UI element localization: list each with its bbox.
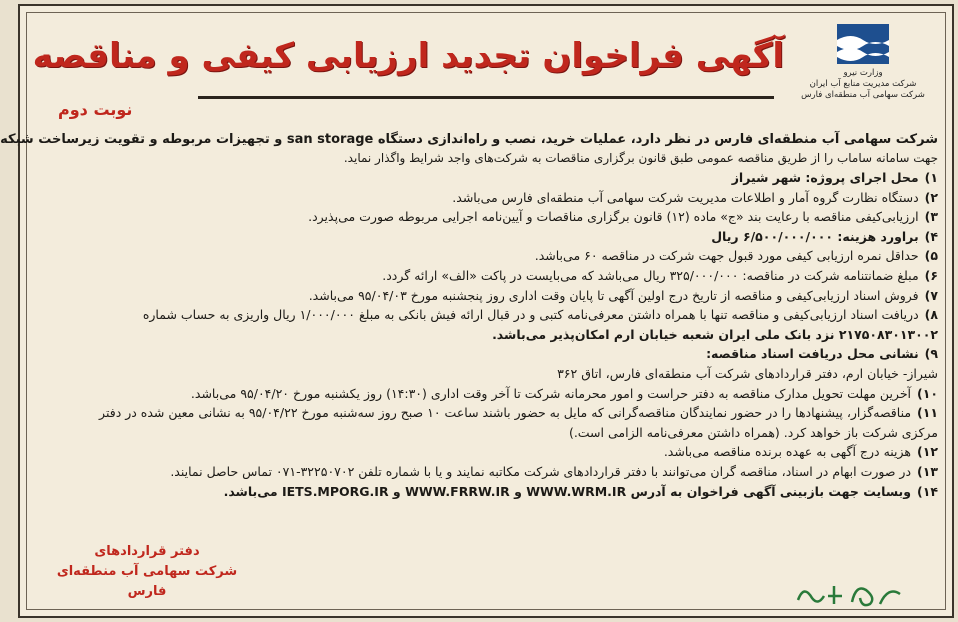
item-number: ۸) [924, 307, 938, 323]
item-text: حداقل نمره ارزیابی کیفی مورد قبول جهت شرکت در مناقصه ۶۰ می‌باشد. [534, 248, 919, 264]
list-item [34, 286, 938, 306]
item-text: مبلغ ضمانتنامه شرکت در مناقصه: ۳۲۵/۰۰۰/۰۰۰ ریال می‌باشد که می‌بایست در پاکت «الف» ارائه گردد. [382, 267, 919, 283]
item-text: دستگاه نظارت گروه آمار و اطلاعات مدیریت شرکت سهامی آب منطقه‌ای فارس می‌باشد. [452, 189, 919, 205]
page-title: آگهی فراخوان تجدید ارزیابی کیفی و مناقصه [32, 36, 784, 76]
item-number: ۱۱) [917, 405, 938, 421]
item-text: دریافت اسناد ارزیابی‌کیفی و مناقصه تنها با همراه داشتن معرفی‌نامه کتبی و در قبال ارائه فیش بانکی به مبلغ ۱/۰۰۰/۰۰۰ ریال واریزی به حساب شماره [142, 307, 919, 323]
header [28, 14, 944, 126]
announcement-body [0, 130, 938, 501]
list-item [34, 168, 938, 188]
round-badge: نوبت دوم [58, 100, 133, 119]
item-number: ۹) [924, 346, 938, 362]
signature-line-2: شرکت سهامی آب منطقه‌ای فارس [56, 564, 238, 599]
list-item-continuation [34, 364, 938, 384]
signature-line-1: دفتر قراردادهای [94, 544, 200, 559]
list-item [34, 482, 938, 502]
organization-logo [788, 22, 938, 122]
item-text: وبسایت جهت بازبینی آگهی فراخوان به آدرس WWW.WRM.IR و WWW.FRRW.IR و IETS.MPORG.IR می‌باشد. [223, 483, 912, 499]
list-item [34, 384, 938, 404]
list-item [34, 442, 938, 462]
list-item [34, 344, 938, 364]
list-item-continuation [34, 325, 938, 345]
item-text: فروش اسناد ارزیابی‌کیفی و مناقصه از تاریخ درج اولین آگهی تا پایان وقت اداری روز پنجشنبه مورخ ۹۵/۰۴/۰۳ می‌باشد. [308, 287, 919, 303]
item-number: ۵) [924, 248, 938, 264]
logo-line-regional: شرکت سهامی آب منطقه‌ای فارس [801, 90, 925, 100]
item-text: شیراز- خیابان ارم، دفتر قراردادهای شرکت آب منطقه‌ای فارس، اتاق ۳۶۲ [557, 365, 938, 381]
item-text: ارزیابی‌کیفی مناقصه با رعایت بند «ج» ماده (۱۲) قانون برگزاری مناقصات و آیین‌نامه اجرایی مربوطه صورت می‌پذیرد. [308, 209, 919, 225]
item-text: آخرین مهلت تحویل مدارک مناقصه به دفتر حراست و امور محرمانه شرکت تا آخر وقت اداری (۱۴:۳۰) روز یکشنبه مورخ ۹۵/۰۴/۲۰ می‌باشد. [190, 385, 912, 401]
advertisement-page [0, 4, 954, 618]
item-number: ۶) [924, 267, 938, 283]
intro-line-1: شرکت سهامی آب منطقه‌ای فارس در نظر دارد، عملیات خرید، نصب و راه‌اندازی دستگاه san storage و تجهیزات مربوطه و تقویت زیرساخت شبکه [0, 132, 938, 147]
item-text: مرکزی شرکت باز خواهد کرد. (همراه داشتن معرفی‌نامه الزامی است.) [568, 424, 938, 440]
item-number: ۷) [924, 287, 938, 303]
item-number: ۱۰) [917, 385, 938, 401]
logo-line-ministry: وزارت نیرو [843, 68, 883, 78]
item-number: ۳) [924, 209, 938, 225]
list-item-continuation [34, 423, 938, 443]
item-text: محل اجرای پروژه: شهر شیراز [731, 170, 919, 185]
item-number: ۱) [924, 170, 938, 185]
item-number: ۲) [924, 189, 938, 205]
water-logo-icon [835, 22, 891, 66]
list-item [34, 462, 938, 482]
item-number: ۱۴) [917, 483, 938, 499]
list-item [34, 403, 938, 423]
list-item [34, 188, 938, 208]
list-item [34, 266, 938, 286]
item-text: در صورت ابهام در اسناد، مناقصه گران می‌توانند با دفتر قراردادهای شرکت مکاتبه نمایند و یا با شماره تلفن ۳۲۲۵۰۷۰۲-۰۷۱ تماس حاصل نمایند. [170, 463, 912, 479]
item-number: ۱۳) [917, 463, 938, 479]
list-item [34, 207, 938, 227]
intro-line-2-text: جهت سامانه ساماب را از طریق مناقصه عمومی طبق قانون برگزاری مناقصات به شرکت‌های واجد شرایط واگذار نماید. [343, 151, 938, 165]
signature-block [42, 542, 252, 602]
item-text: هزینه درج آگهی به عهده برنده مناقصه می‌باشد. [663, 444, 912, 460]
item-number: ۱۲) [917, 444, 938, 460]
list-item [34, 305, 938, 325]
logo-line-company: شرکت مدیریت منابع آب ایران [809, 79, 917, 89]
list-item [34, 227, 938, 247]
item-text: مناقصه‌گزار، پیشنهادها را در حضور نمایندگان مناقصه‌گرانی که مایل به حضور باشند ساعت ۱۰ صبح روز سه‌شنبه مورخ ۹۵/۰۴/۲۲ به نشانی معین شده در دفتر [99, 405, 912, 421]
item-number: ۴) [924, 228, 938, 244]
intro-line-2 [34, 149, 938, 168]
item-text: ۲۱۷۵۰۸۳۰۱۳۰۰۲ نزد بانک ملی ایران شعبه خیابان ارم امکان‌پذیر می‌باشد. [492, 326, 938, 342]
item-text: نشانی محل دریافت اسناد مناقصه: [706, 346, 919, 362]
handwritten-note-icon [790, 576, 910, 612]
item-text: براورد هزینه: ۶/۵۰۰/۰۰۰/۰۰۰ ریال [711, 228, 919, 244]
title-divider [198, 96, 774, 99]
list-item [34, 246, 938, 266]
